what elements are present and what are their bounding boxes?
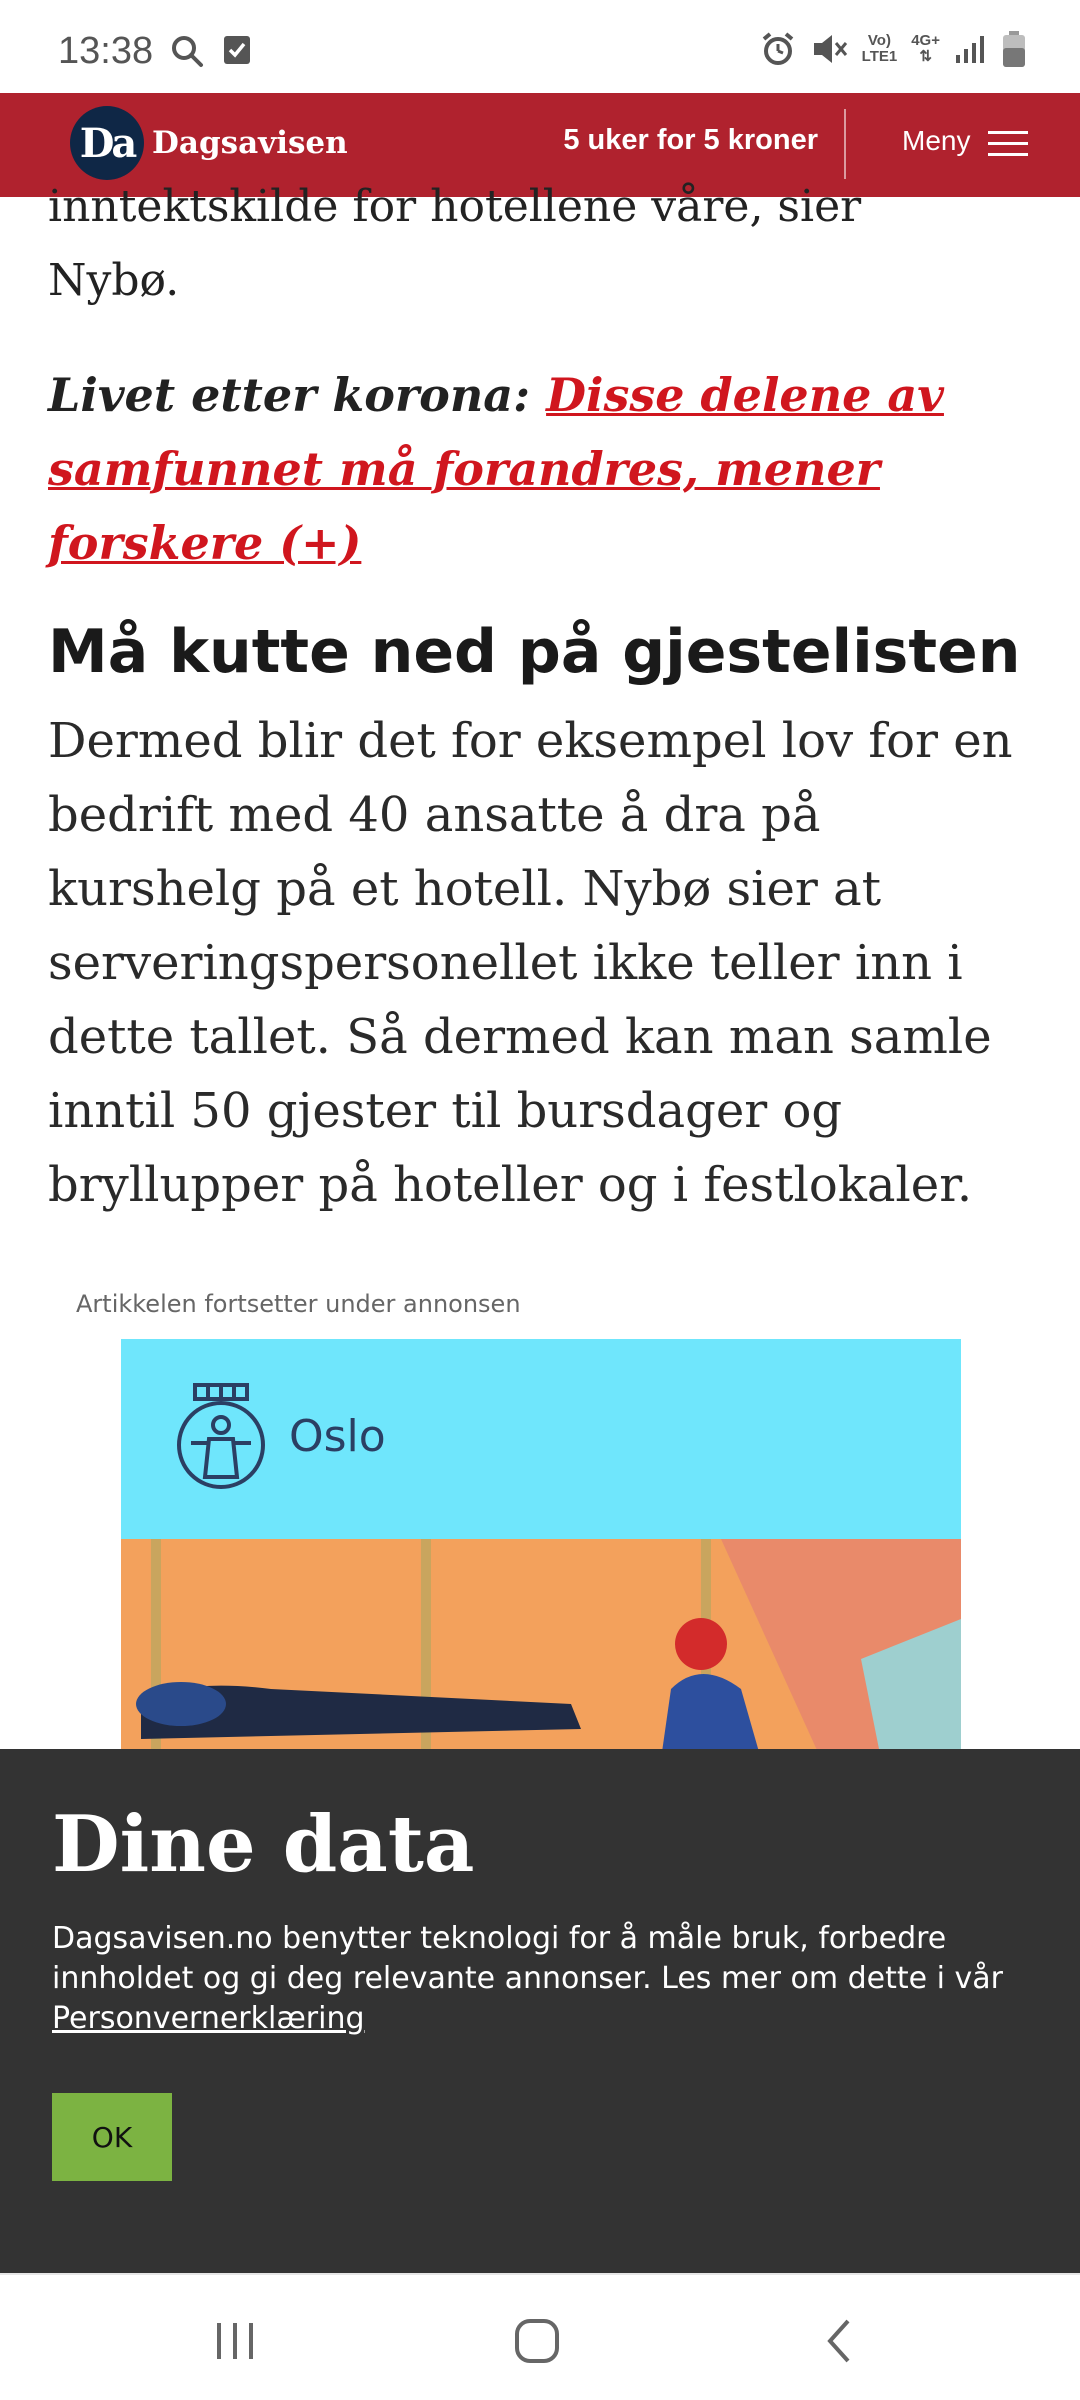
ad-brand: Oslo: [289, 1411, 386, 1462]
related-prefix: Livet etter korona:: [48, 368, 547, 422]
cookie-description: Dagsavisen.no benytter teknologi for å måle bruk, forbedre innholdet og gi deg relevante annonser. Les mer om dette i vår Personvernerklæring: [52, 1921, 1003, 2036]
ad-banner-top: [121, 1339, 961, 1539]
alarm-icon: [760, 31, 796, 67]
logo-name: Dagsavisen: [152, 125, 348, 161]
mute-icon: [810, 31, 848, 67]
cookie-ok-button[interactable]: OK: [52, 2093, 172, 2181]
status-bar: [0, 0, 1080, 93]
cookie-title: Dine data: [52, 1799, 475, 1890]
article-paragraph-intro: inntektskilde for hotellene våre, sier Nybø.: [48, 181, 862, 306]
related-article-link[interactable]: Disse delene av samfunnet må forandres, mener forskere (+): [48, 368, 944, 570]
logo-initials: Da: [70, 106, 144, 180]
status-time: 13:38: [58, 30, 154, 72]
battery-icon: [1002, 30, 1026, 68]
status-left-icons: [170, 34, 252, 68]
oslo-emblem-icon: [173, 1381, 269, 1493]
checkbox-icon: [222, 34, 252, 66]
cookie-consent-banner: [0, 1749, 1080, 2273]
hamburger-menu-icon[interactable]: [988, 129, 1028, 159]
data-indicator: 4G+ ⇅: [911, 32, 940, 65]
search-icon: [170, 34, 204, 68]
back-icon[interactable]: [810, 2311, 870, 2371]
menu-button[interactable]: Meny: [902, 125, 971, 156]
recent-apps-icon[interactable]: [205, 2311, 265, 2371]
system-navigation-bar: [0, 2273, 1080, 2400]
status-right-icons: [760, 30, 1026, 68]
subscription-promo-link[interactable]: 5 uker for 5 kroner: [563, 124, 818, 156]
article-body: [48, 170, 1038, 1222]
ad-photo: [121, 1539, 961, 1759]
section-heading: Må kutte ned på gjestelisten: [48, 617, 1021, 687]
article-paragraph: Dermed blir det for eksempel lov for en bedrift med 40 ansatte å dra på kurshelg på et hotell. Nybø sier at serveringspersonellet ikke teller inn i dette tallet. Så dermed kan man samle inntil 50 gjester til bursdager og bryllupper på hoteller og i festlokaler.: [48, 713, 1013, 1213]
dagsavisen-logo[interactable]: [70, 106, 348, 180]
volte-indicator: Vo) LTE1: [861, 32, 898, 65]
header-divider: [844, 109, 846, 179]
home-icon[interactable]: [507, 2311, 567, 2371]
privacy-policy-link[interactable]: Personvernerklæring: [52, 2001, 365, 2036]
related-article: [48, 358, 1038, 580]
signal-icon: [954, 33, 988, 65]
ad-notice: Artikkelen fortsetter under annonsen: [76, 1290, 521, 1318]
advertisement[interactable]: [121, 1339, 961, 1759]
